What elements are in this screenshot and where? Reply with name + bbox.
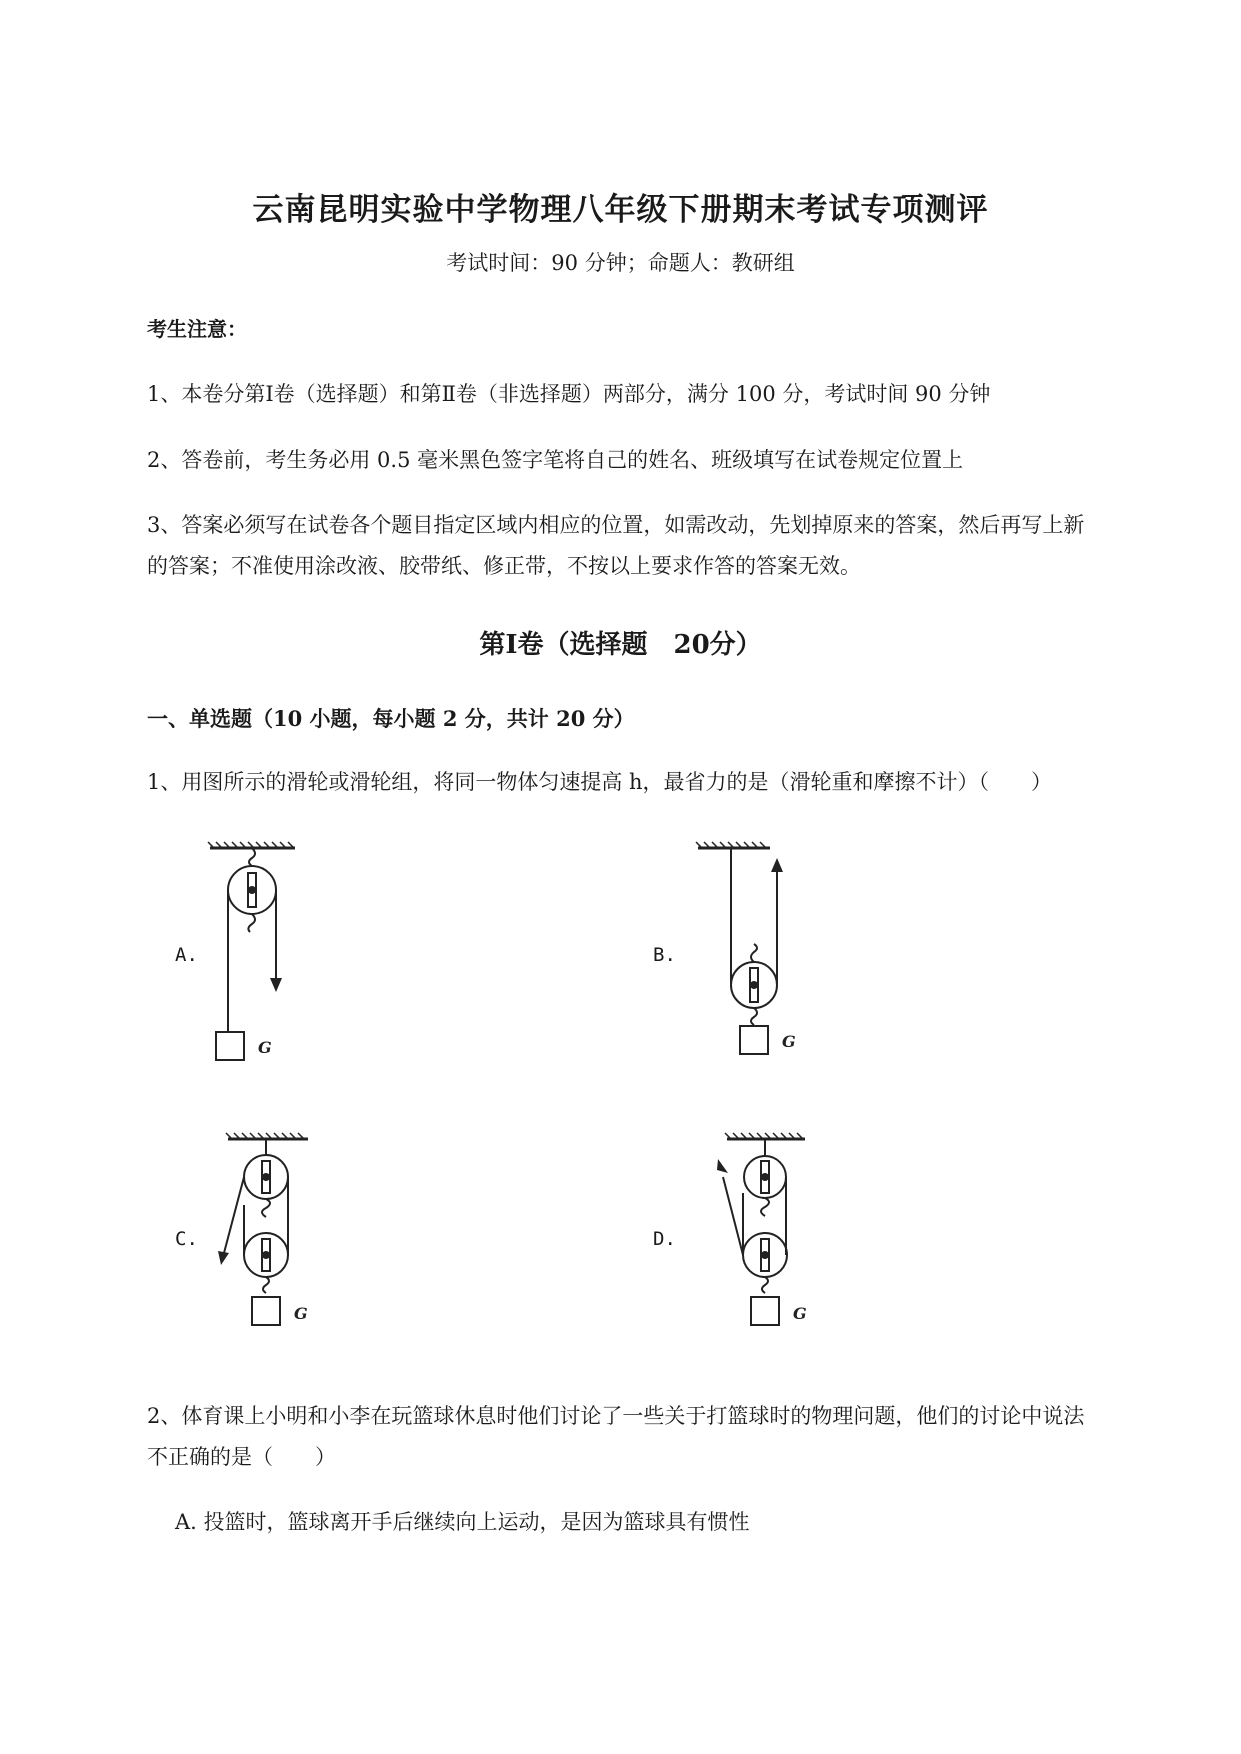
figure-b-movable-pulley bbox=[690, 840, 810, 1070]
option-c-label: C. bbox=[175, 1228, 198, 1250]
weight-label-d: G bbox=[793, 1304, 807, 1323]
weight-label-b: G bbox=[782, 1032, 796, 1051]
figure-c-pulley-block bbox=[210, 1125, 320, 1360]
part-heading: 一、单选题（10 小题，每小题 2 分，共计 20 分） bbox=[147, 706, 635, 731]
question-2-stem-line-2: 不正确的是（ ） bbox=[147, 1445, 336, 1469]
option-d-label: D. bbox=[653, 1228, 676, 1250]
exam-info: 考试时间：90 分钟；命题人：教研组 bbox=[446, 251, 795, 275]
notice-item-2: 2、答卷前，考生务必用 0.5 毫米黑色签字笔将自己的姓名、班级填写在试卷规定位置上 bbox=[147, 448, 964, 472]
notice-item-1: 1、本卷分第Ⅰ卷（选择题）和第Ⅱ卷（非选择题）两部分，满分 100 分，考试时间 90 分钟 bbox=[147, 382, 991, 406]
notice-item-3: 3、答案必须写在试卷各个题目指定区域内相应的位置，如需改动，先划掉原来的答案，然后再写上新 bbox=[147, 513, 1085, 537]
question-1-stem: 1、用图所示的滑轮或滑轮组，将同一物体匀速提高 h，最省力的是（滑轮重和摩擦不计）（ ） bbox=[147, 770, 1053, 794]
question-2-option-a: A. 投篮时，篮球离开手后继续向上运动，是因为篮球具有惯性 bbox=[175, 1510, 750, 1534]
question-2-stem-line-1: 2、体育课上小明和小李在玩篮球休息时他们讨论了一些关于打篮球时的物理问题，他们的讨论中说法 bbox=[147, 1404, 1085, 1428]
figure-a-fixed-pulley bbox=[200, 840, 310, 1070]
weight-label-a: G bbox=[258, 1038, 272, 1057]
option-a-label: A. bbox=[175, 944, 198, 966]
notice-heading: 考生注意： bbox=[147, 317, 247, 341]
notice-item-3-continued: 的答案；不准使用涂改液、胶带纸、修正带，不按以上要求作答的答案无效。 bbox=[147, 554, 861, 578]
option-b-label: B. bbox=[653, 944, 676, 966]
weight-label-c: G bbox=[294, 1304, 308, 1323]
page-title: 云南昆明实验中学物理八年级下册期末考试专项测评 bbox=[252, 192, 989, 228]
section-title: 第Ⅰ卷（选择题 20分） bbox=[479, 630, 762, 660]
figure-d-pulley-block bbox=[705, 1125, 815, 1360]
